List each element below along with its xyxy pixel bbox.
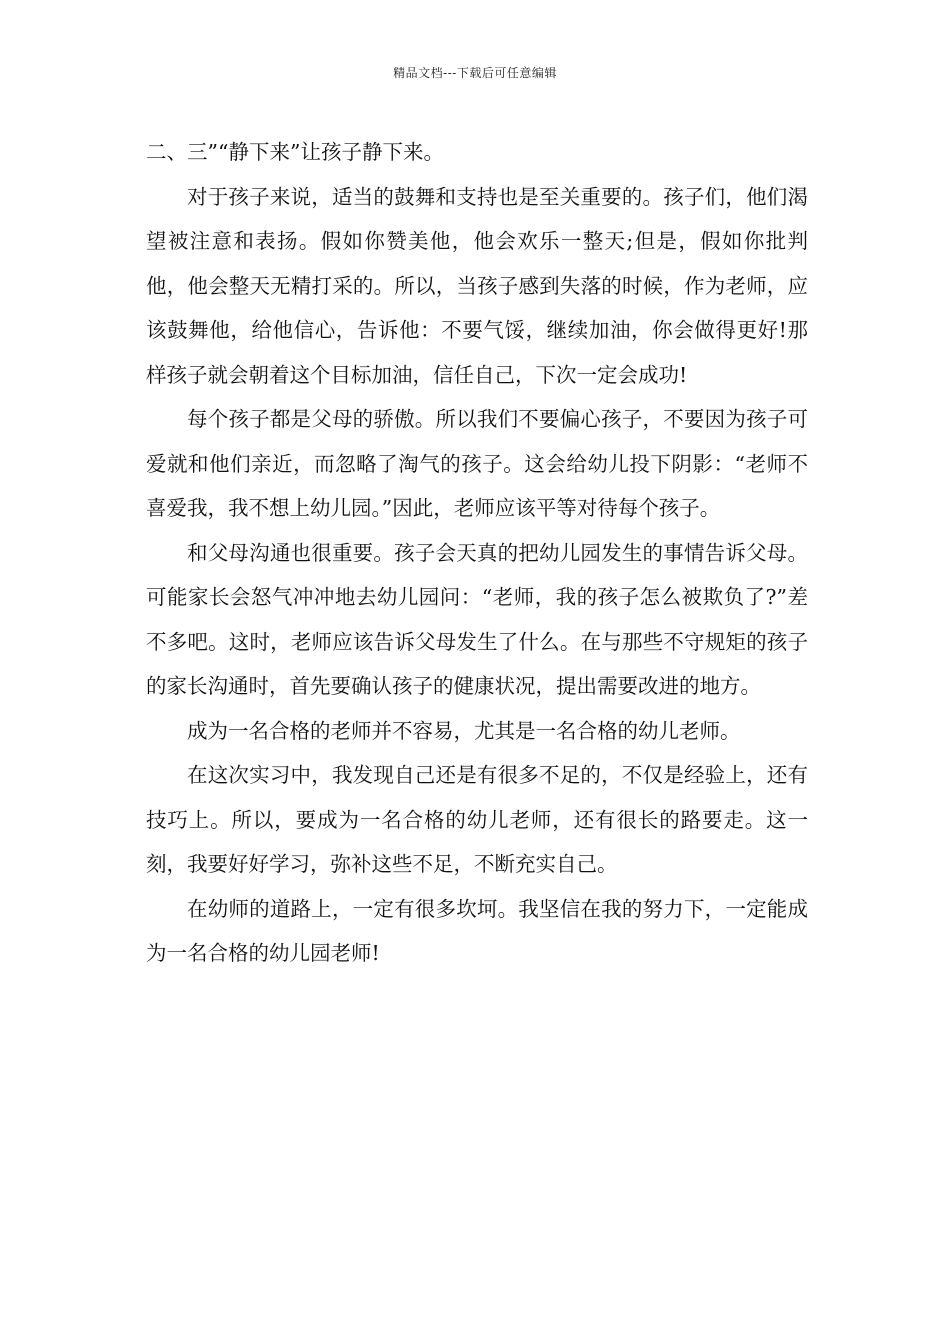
paragraph-qualified-teacher: 成为一名合格的老师并不容易，尤其是一名合格的幼儿老师。 [187,718,741,743]
section-title: 二、三”“静下来”让孩子静下来。 [146,140,444,164]
page-header: 精品文档---下载后可任意编辑 [393,66,557,80]
paragraph-internship-reflection: 在这次实习中，我发现自己还是有很多不足的，不仅是经验上，还有技巧上。所以，要成为一名合格的幼儿老师，还有很长的路要走。这一刻，我要好好学习，弥补这些不足，不断充实自己。 [146,763,808,876]
paragraph-encouragement: 对于孩子来说，适当的鼓舞和支持也是至关重要的。孩子们，他们渴望被注意和表扬。假如你赞美他，他会欢乐一整天;但是，假如你批判他，他会整天无精打采的。所以，当孩子感到失落的时候，作为老师，应该鼓舞他，给他信心，告诉他：不要气馁，继续加油，你会做得更好!那样孩子就会朝着这个目标加油，信任自己，下次一定会成功! [146,184,808,387]
paragraph-conclusion: 在幼师的道路上，一定有很多坎坷。我坚信在我的努力下，一定能成为一名合格的幼儿园老师! [146,896,808,965]
paragraph-parent-communication: 和父母沟通也很重要。孩子会天真的把幼儿园发生的事情告诉父母。可能家长会怒气冲冲地去幼儿园问：“老师，我的孩子怎么被欺负了?”差不多吧。这时，老师应该告诉父母发生了什么。在与那些不守规矩的孩子的家长沟通时，首先要确认孩子的健康状况，提出需要改进的地方。 [146,540,808,698]
document-body [146,130,808,976]
paragraph-equal-treatment: 每个孩子都是父母的骄傲。所以我们不要偏心孩子，不要因为孩子可爱就和他们亲近，而忽略了淘气的孩子。这会给幼儿投下阴影：“老师不喜爱我，我不想上幼儿园。”因此，老师应该平等对待每个孩子。 [146,407,808,520]
